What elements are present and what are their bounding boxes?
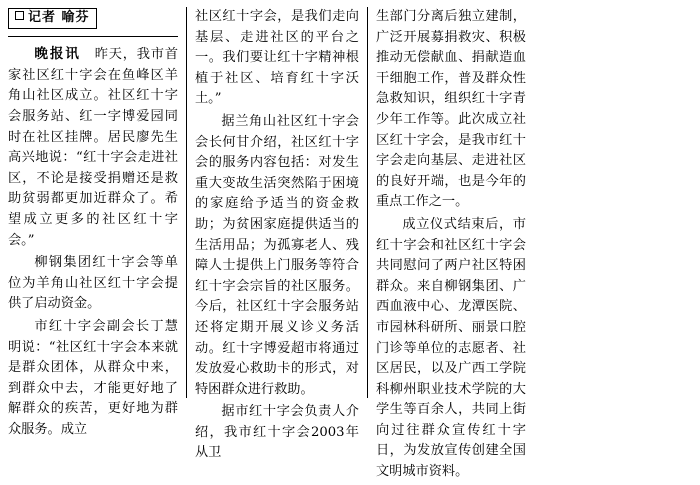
paragraph-text: 社区红十字会，是我们走向基层、走进社区的平台之一。我们要让红十字精神根植于社区、培育红十字沃土。”	[195, 9, 359, 107]
article-column-2	[187, 6, 367, 466]
article-column-1	[8, 6, 186, 443]
paragraph-text: 成立仪式结束后，市红十字会和社区红十字会共同慰问了两户社区特困群众。来自柳钢集团、广西血液中心、龙潭医院、市园林科研所、丽景口腔门诊等单位的志愿者、社区居民，以及广西工学院科柳州职业技术学院的大学生等百余人，共同上街向过往群众宣传红十字日，为发放宣传创建全国文明城市资料。	[376, 216, 526, 480]
square-bullet-icon	[15, 11, 24, 20]
paragraph-text: 昨天，我市首家社区红十字会在鱼峰区羊角山社区成立。社区红十字会服务站、红一字博爱园同时在社区挂牌。居民廖先生高兴地说：“红十字会走进社区，不论是接受捐赠还是救助贫弱都更加近群众了。希望成立更多的社区红十字会。”	[8, 47, 179, 248]
paragraph	[8, 44, 178, 251]
paragraph-text: 据市红十字会负责人介绍，我市红十字会2003年从卫	[195, 404, 359, 461]
paragraph-text: 市红十字会副会长丁慧明说：“社区红十字会本来就是群众团体，从群众中来，到群众中去，才能更好地了解群众的疾苦，更好地为群众服务。成立	[8, 319, 178, 437]
lead-in-text: 晚报讯	[34, 46, 81, 63]
article-column-3	[368, 6, 534, 485]
article-columns	[8, 6, 692, 480]
paragraph-text: 据兰角山社区红十字会会长何甘介绍，社区红十字会的服务内容包括：对发生重大变故生活突然陷于困境的家庭给予适当的资金救助；为贫困家庭提供适当的生活用品；为孤寡老人、残障人士提供上门服务等符合红十字会宗旨的社区服务。今后，社区红十字会服务站还将定期开展义诊义务活动。红十字博爱超市将通过发放爱心救助卡的形式，对特困群众进行救助。	[195, 113, 359, 397]
paragraph	[195, 402, 359, 464]
paragraph-text: 生部门分离后独立建制，广泛开展募捐救灾、积极推动无偿献血、捐献造血干细胞工作，普及群众性急救知识，组织红十字青少年工作等。此次成立社区红十字会，是我市红十字会走向基层、走进社区的良好开端，也是今年的重点工作之一。	[376, 9, 526, 210]
paragraph-text: 柳钢集团红十字会等单位为羊角山社区红十字会提供了启动资金。	[8, 255, 178, 312]
byline	[8, 8, 97, 29]
paragraph	[8, 253, 178, 315]
byline-label: 记者 喻芬	[28, 10, 90, 25]
paragraph	[195, 112, 359, 400]
byline-divider	[8, 36, 178, 37]
paragraph	[8, 317, 178, 441]
paragraph	[195, 7, 359, 110]
paragraph	[376, 7, 526, 213]
paragraph	[376, 215, 526, 483]
